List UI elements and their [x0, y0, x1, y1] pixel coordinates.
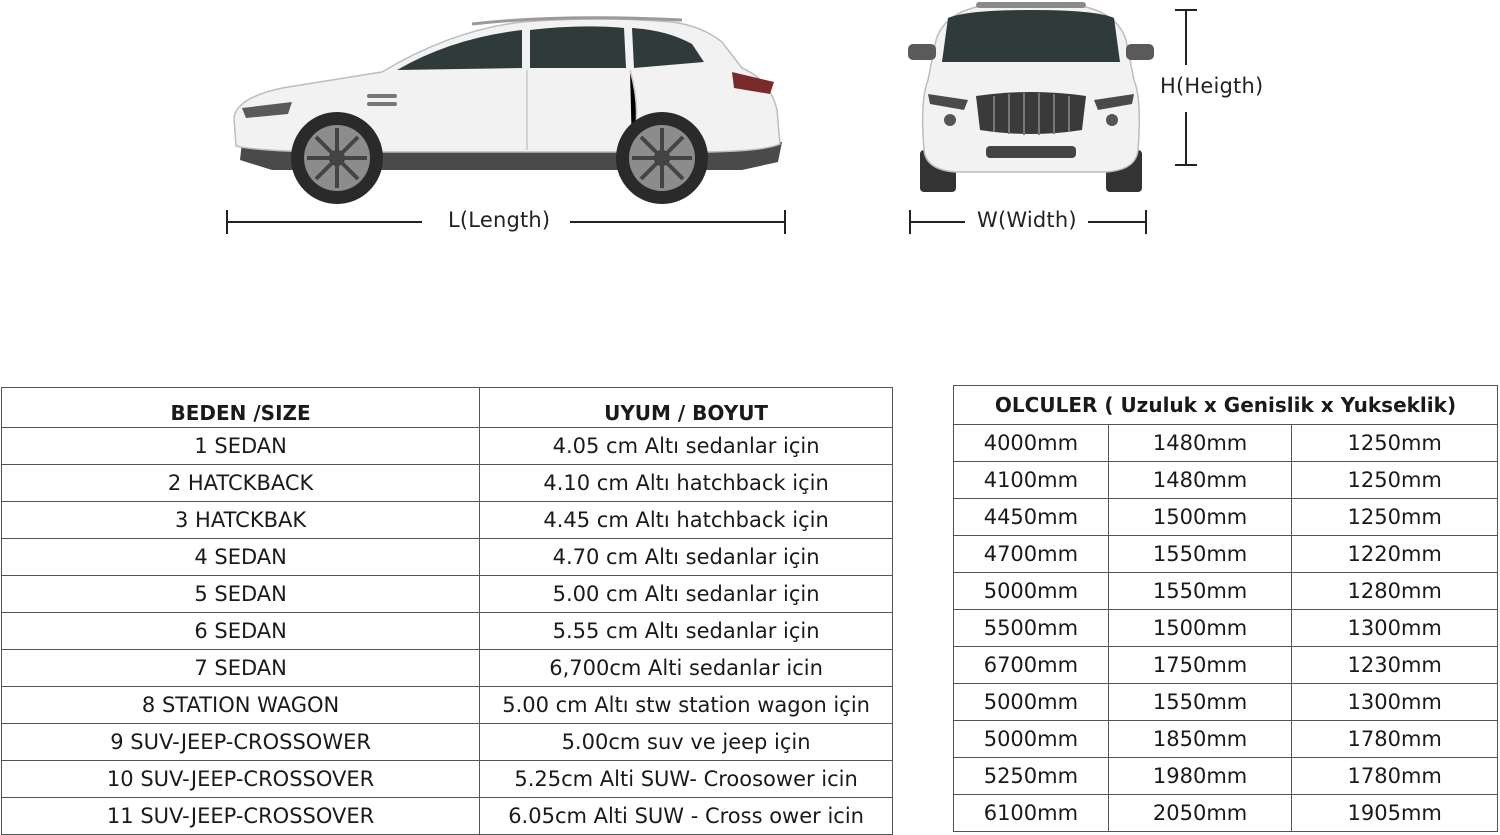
fit-cell: 4.45 cm Altı hatchback için [480, 502, 893, 539]
size-column-header: BEDEN /SIZE [2, 388, 480, 428]
size-cell: 7 SEDAN [2, 650, 480, 687]
length-cell: 4000mm [954, 425, 1109, 462]
table-row [954, 573, 1498, 610]
table-row [2, 761, 893, 798]
length-cell: 5500mm [954, 610, 1109, 647]
length-cell: 5000mm [954, 573, 1109, 610]
car-front-view-image [906, 0, 1156, 195]
height-cell: 1280mm [1292, 573, 1498, 610]
table-row [2, 502, 893, 539]
fit-cell: 5.25cm Alti SUW- Croosower icin [480, 761, 893, 798]
height-cell: 1300mm [1292, 610, 1498, 647]
table-row [954, 425, 1498, 462]
fit-cell: 6,700cm Alti sedanlar icin [480, 650, 893, 687]
size-cell: 10 SUV-JEEP-CROSSOVER [2, 761, 480, 798]
length-dimension-tick-left [226, 210, 228, 234]
length-cell: 5250mm [954, 758, 1109, 795]
size-cell: 8 STATION WAGON [2, 687, 480, 724]
size-cell: 11 SUV-JEEP-CROSSOVER [2, 798, 480, 835]
table-row [954, 721, 1498, 758]
height-cell: 1230mm [1292, 647, 1498, 684]
height-dimension-tick-bottom [1175, 164, 1197, 166]
width-cell: 1550mm [1108, 536, 1292, 573]
length-cell: 4450mm [954, 499, 1109, 536]
table-row [954, 684, 1498, 721]
size-cell: 6 SEDAN [2, 613, 480, 650]
width-cell: 1550mm [1108, 684, 1292, 721]
table-row [2, 539, 893, 576]
size-cell: 5 SEDAN [2, 576, 480, 613]
fit-cell: 4.10 cm Altı hatchback için [480, 465, 893, 502]
width-cell: 1750mm [1108, 647, 1292, 684]
table-row [2, 465, 893, 502]
length-cell: 4700mm [954, 536, 1109, 573]
table-row [2, 428, 893, 465]
width-cell: 1480mm [1108, 462, 1292, 499]
table-row [2, 724, 893, 761]
width-cell: 1500mm [1108, 499, 1292, 536]
length-dimension-tick-right [784, 210, 786, 234]
fit-cell: 5.55 cm Altı sedanlar için [480, 613, 893, 650]
fit-cell: 4.05 cm Altı sedanlar için [480, 428, 893, 465]
height-cell: 1250mm [1292, 425, 1498, 462]
length-cell: 6700mm [954, 647, 1109, 684]
car-side-view-image [222, 10, 788, 210]
table-row [954, 647, 1498, 684]
length-dimension-line-left [227, 221, 422, 223]
width-cell: 1980mm [1108, 758, 1292, 795]
size-cell: 3 HATCKBAK [2, 502, 480, 539]
height-dimension-line-bottom [1185, 112, 1187, 165]
size-cell: 4 SEDAN [2, 539, 480, 576]
width-dimension-line-left [910, 221, 965, 223]
width-cell: 1500mm [1108, 610, 1292, 647]
length-dimension-line-right [570, 221, 785, 223]
width-dimension-tick-right [1145, 210, 1147, 234]
height-dimension-line-top [1185, 10, 1187, 65]
height-cell: 1250mm [1292, 462, 1498, 499]
size-cell: 9 SUV-JEEP-CROSSOWER [2, 724, 480, 761]
height-cell: 1905mm [1292, 795, 1498, 832]
table-row [954, 536, 1498, 573]
size-table [1, 387, 893, 835]
height-cell: 1780mm [1292, 758, 1498, 795]
fit-cell: 5.00cm suv ve jeep için [480, 724, 893, 761]
size-cell: 2 HATCKBACK [2, 465, 480, 502]
fit-cell: 5.00 cm Altı stw station wagon için [480, 687, 893, 724]
table-row [2, 650, 893, 687]
fit-cell: 4.70 cm Altı sedanlar için [480, 539, 893, 576]
width-label: W(Width) [977, 208, 1077, 232]
width-cell: 1480mm [1108, 425, 1292, 462]
fit-cell: 5.00 cm Altı sedanlar için [480, 576, 893, 613]
height-label: H(Heigth) [1160, 74, 1264, 98]
size-cell: 1 SEDAN [2, 428, 480, 465]
table-row [2, 687, 893, 724]
table-row [954, 610, 1498, 647]
width-dimension-line-right [1088, 221, 1146, 223]
dimensions-table [953, 385, 1498, 832]
width-cell: 2050mm [1108, 795, 1292, 832]
length-label: L(Length) [448, 208, 551, 232]
fit-cell: 6.05cm Alti SUW - Cross ower icin [480, 798, 893, 835]
dimensions-table-header-row [954, 386, 1498, 425]
fit-column-header: UYUM / BOYUT [480, 388, 893, 428]
length-cell: 4100mm [954, 462, 1109, 499]
width-cell: 1550mm [1108, 573, 1292, 610]
length-cell: 5000mm [954, 684, 1109, 721]
table-row [2, 798, 893, 835]
height-cell: 1780mm [1292, 721, 1498, 758]
table-row [2, 613, 893, 650]
width-dimension-tick-left [909, 210, 911, 234]
table-row [2, 576, 893, 613]
table-row [954, 795, 1498, 832]
table-row [954, 462, 1498, 499]
size-table-header-row [2, 388, 893, 428]
height-cell: 1300mm [1292, 684, 1498, 721]
height-cell: 1220mm [1292, 536, 1498, 573]
height-cell: 1250mm [1292, 499, 1498, 536]
table-row [954, 499, 1498, 536]
table-row [954, 758, 1498, 795]
length-cell: 6100mm [954, 795, 1109, 832]
length-cell: 5000mm [954, 721, 1109, 758]
width-cell: 1850mm [1108, 721, 1292, 758]
dimensions-header: OLCULER ( Uzuluk x Genislik x Yukseklik) [954, 386, 1498, 425]
